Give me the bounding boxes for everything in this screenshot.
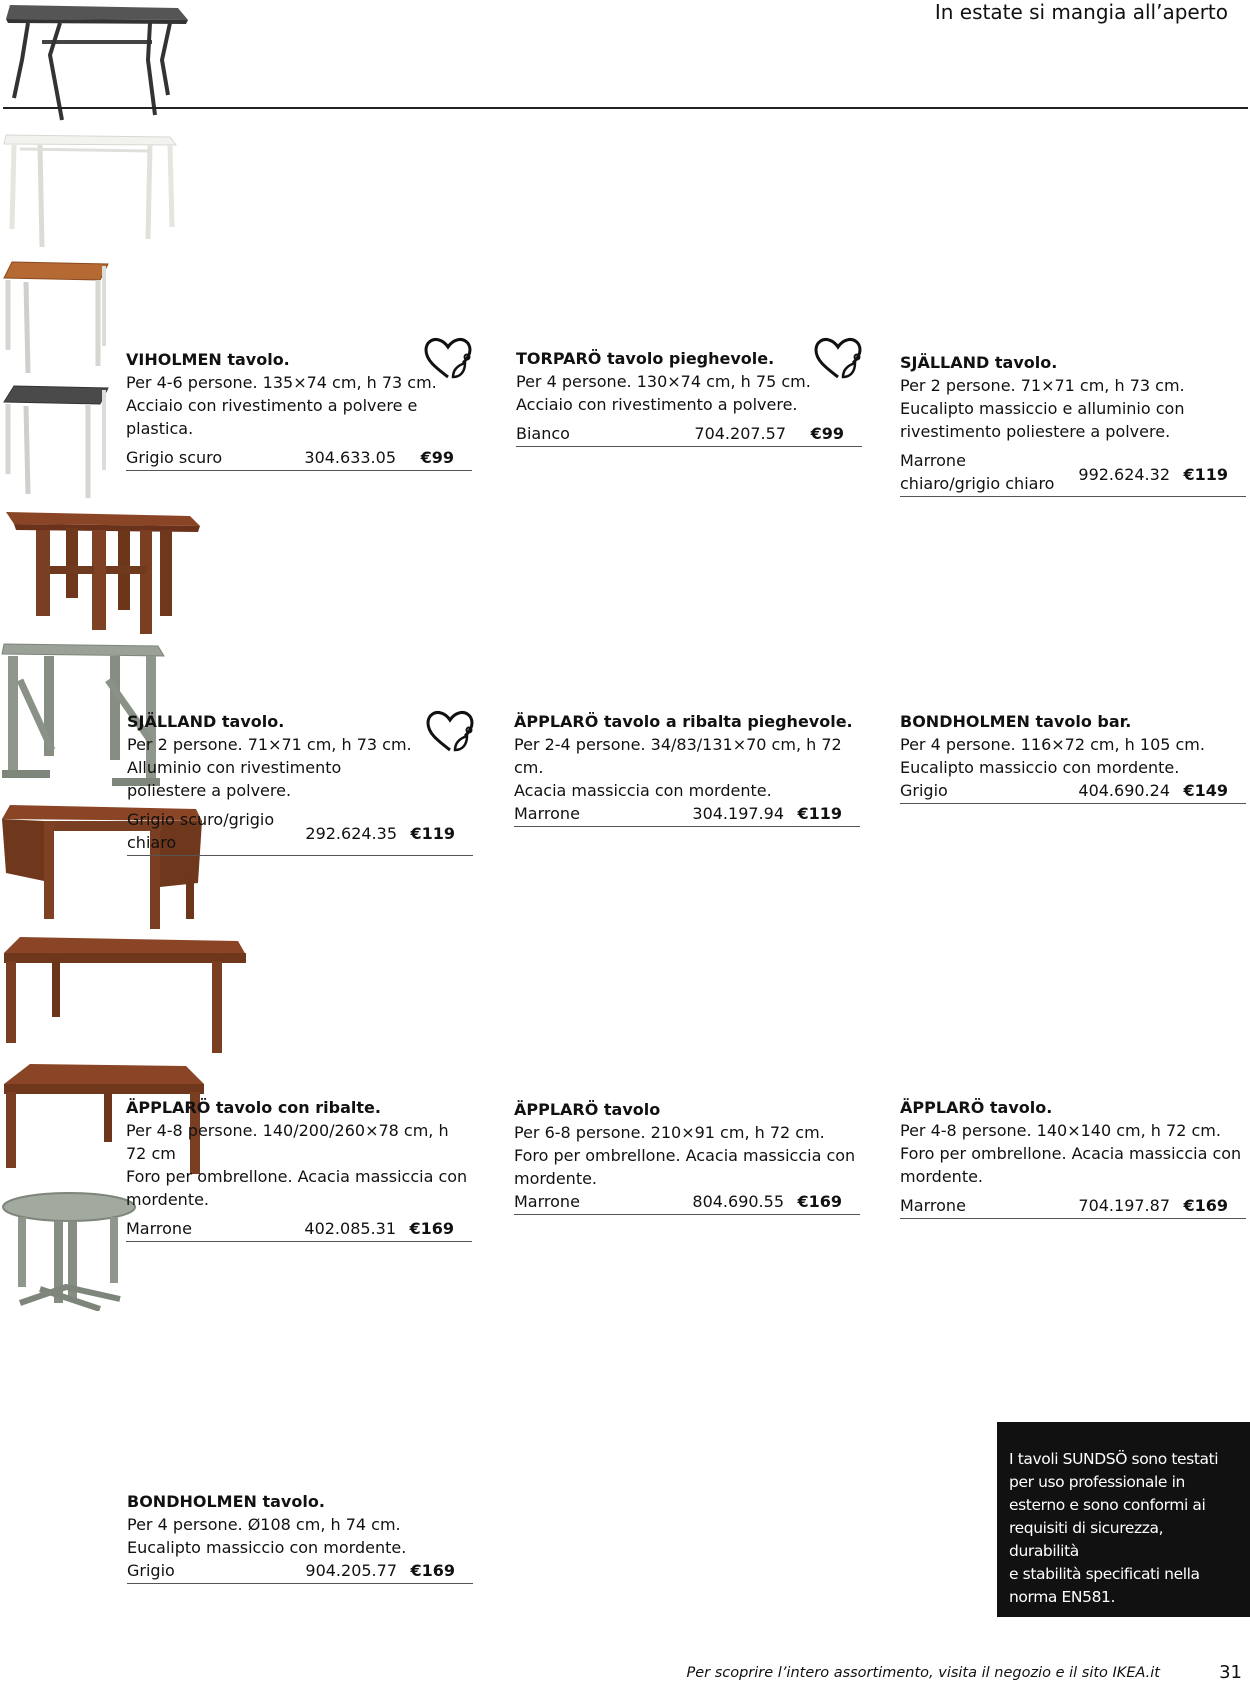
product-color: Grigio scuro (126, 448, 223, 467)
product-color: Marrone (900, 1196, 966, 1215)
applaro-rectangular-table-image (0, 933, 250, 1058)
product-price: €119 (410, 824, 455, 843)
product-info-row (900, 779, 1246, 804)
product-code: 404.690.24 (1078, 781, 1170, 800)
applaro-drop-leaf-table-image (0, 506, 200, 636)
product-desc-line: Per 4 persone. Ø108 cm, h 74 cm. (127, 1515, 401, 1534)
product-code: 704.207.57 (694, 424, 786, 443)
eco-heart-icon (425, 708, 475, 758)
product-price: €99 (810, 424, 844, 443)
page-title: In estate si mangia all’aperto (934, 0, 1228, 24)
product-info-row (900, 449, 1246, 497)
product-info-row (126, 1217, 472, 1242)
sjalland-table-image (0, 382, 112, 502)
note-line: I tavoli SUNDSÖ sono testati (1009, 1450, 1219, 1468)
product-desc-line: poliestere a polvere. (127, 781, 292, 800)
product-desc-line: Per 2 persone. 71×71 cm, h 73 cm. (127, 735, 412, 754)
product-color: Bianco (516, 424, 570, 443)
product-name: ÄPPLARÖ tavolo (514, 1100, 661, 1119)
product-info-row (514, 802, 860, 827)
note-line: e stabilità specificati nella (1009, 1565, 1200, 1583)
product-desc-line: Eucalipto massiccio con mordente. (127, 1538, 407, 1557)
product-desc-line: Eucalipto massiccio e alluminio con (900, 399, 1185, 418)
product-color: Marrone (514, 804, 580, 823)
product-name: ÄPPLARÖ tavolo. (900, 1098, 1053, 1117)
product-code: 704.197.87 (1078, 1196, 1170, 1215)
product-desc-line: Foro per ombrellone. Acacia massiccia con (514, 1146, 856, 1165)
product-code: 402.085.31 (304, 1219, 396, 1238)
product-name: TORPARÖ tavolo pieghevole. (516, 349, 775, 368)
product-price: €149 (1183, 781, 1228, 800)
product-desc-line: Acciaio con rivestimento a polvere. (516, 395, 798, 414)
product-info-row (127, 1559, 473, 1584)
product-name: ÄPPLARÖ tavolo a ribalta pieghevole. (514, 712, 853, 731)
product-desc-line: Per 4 persone. 116×72 cm, h 105 cm. (900, 735, 1205, 754)
product-color: Grigio scuro/grigio chiaro (127, 810, 275, 852)
product-desc-line: Per 4-6 persone. 135×74 cm, h 73 cm. (126, 373, 437, 392)
product-color: Marrone chiaro/grigio chiaro (900, 451, 1055, 493)
product-color: Grigio (900, 781, 948, 800)
product-desc-line: rivestimento poliestere a polvere. (900, 422, 1171, 441)
product-price: €169 (409, 1219, 454, 1238)
product-color: Marrone (126, 1219, 192, 1238)
product-name: BONDHOLMEN tavolo. (127, 1492, 325, 1511)
product-name: VIHOLMEN tavolo. (126, 350, 290, 369)
page-number: 31 (1219, 1662, 1242, 1683)
product-desc-line: Per 4-8 persone. 140×140 cm, h 72 cm. (900, 1121, 1221, 1140)
product-price: €119 (797, 804, 842, 823)
eco-heart-icon (423, 335, 473, 385)
product-code: 304.633.05 (304, 448, 396, 467)
product-desc-line: mordente. (514, 1169, 598, 1188)
product-info-row (514, 1190, 860, 1215)
product-info-row (126, 446, 472, 471)
product-code: 904.205.77 (305, 1561, 397, 1580)
product-code: 992.624.32 (1078, 465, 1170, 484)
product-code: 304.197.94 (692, 804, 784, 823)
product-desc-line: Per 6-8 persone. 210×91 cm, h 72 cm. (514, 1123, 825, 1142)
product-name: ÄPPLARÖ tavolo con ribalte. (126, 1098, 381, 1117)
product-code: 292.624.35 (305, 824, 397, 843)
product-info-row (127, 808, 473, 856)
product-name: SJÄLLAND tavolo. (127, 712, 285, 731)
product-info-row (516, 422, 862, 447)
torparo-table-image (0, 129, 180, 254)
product-desc-line: Foro per ombrellone. Acacia massiccia con (900, 1144, 1242, 1163)
product-desc-line: Acacia massiccia con mordente. (514, 781, 772, 800)
product-desc-line: Per 2-4 persone. 34/83/131×70 cm, h 72 cm. (514, 735, 842, 777)
product-desc-line: Eucalipto massiccio con mordente. (900, 758, 1180, 777)
product-name: SJÄLLAND tavolo. (900, 353, 1058, 372)
product-color: Grigio (127, 1561, 175, 1580)
eco-heart-icon (813, 335, 863, 385)
product-desc-line: Per 2 persone. 71×71 cm, h 73 cm. (900, 376, 1185, 395)
product-price: €169 (410, 1561, 455, 1580)
footer-text: Per scoprire l’intero assortimento, visita il negozio e il sito IKEA.it (686, 1665, 1160, 1681)
product-info-row (900, 1194, 1246, 1219)
product-desc-line: Per 4 persone. 130×74 cm, h 75 cm. (516, 372, 811, 391)
product-color: Marrone (514, 1192, 580, 1211)
product-code: 804.690.55 (692, 1192, 784, 1211)
product-desc-line: Acciaio con rivestimento a polvere e plastica. (126, 396, 418, 438)
product-price: €169 (1183, 1196, 1228, 1215)
sundso-info-box (997, 1422, 1250, 1617)
product-price: €99 (420, 448, 454, 467)
product-desc-line: mordente. (900, 1167, 984, 1186)
note-line: norma EN581. (1009, 1588, 1116, 1606)
note-line: requisiti di sicurezza, durabilità (1009, 1519, 1164, 1560)
product-desc-line: Alluminio con rivestimento (127, 758, 342, 777)
product-desc-line: mordente. (126, 1190, 210, 1209)
note-line: per uso professionale in (1009, 1473, 1185, 1491)
note-line: esterno e sono conformi ai (1009, 1496, 1206, 1514)
product-price: €169 (797, 1192, 842, 1211)
product-name: BONDHOLMEN tavolo bar. (900, 712, 1132, 731)
header-divider (3, 107, 1248, 109)
bondholmen-round-table-image (0, 1191, 138, 1311)
product-desc-line: Per 4-8 persone. 140/200/260×78 cm, h 72 cm (126, 1121, 449, 1163)
product-price: €119 (1183, 465, 1228, 484)
product-desc-line: Foro per ombrellone. Acacia massiccia con (126, 1167, 468, 1186)
sjalland-table-image (0, 258, 112, 378)
